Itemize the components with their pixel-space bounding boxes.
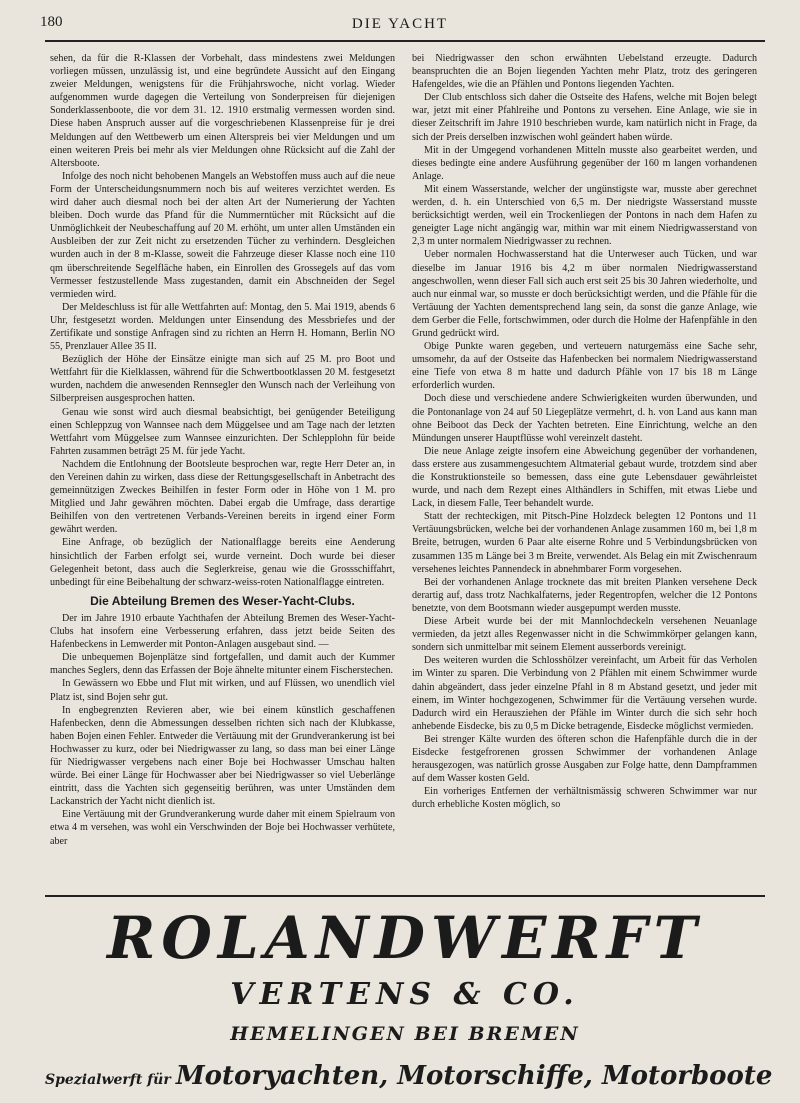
paragraph: Eine Anfrage, ob bezüglich der Nationalflagge bereits eine Aenderung hinsichtlich der Farben erfolgt sei, wurde verneint. Doch wurde bei dieser Gelegenheit betont, dass auch die Seglerkreise, genau wie die Grossschiffahrt, unbedingt für eine Beibehaltung der schwarz-weiss-roten Nationalflagge eintreten. xyxy=(50,537,395,588)
paragraph: Genau wie sonst wird auch diesmal beabsichtigt, bei genügender Beteiligung einen Schleppzug von Wannsee nach dem Müggelsee und am Tage nach der letzten Wettfahrt vom Müggelsee zum Wannsee einzurichten. Der Schlepplohn für beide Fahrten zusammen beträgt 25 M. für jede Yacht. xyxy=(50,406,395,457)
paragraph: Diese Arbeit wurde bei der mit Mannlochdeckeln versehenen Neuanlage vermieden, da jetzt alles Regenwasser nicht in die Schwimmkörper gelangen kann, sondern sich unmittelbar mit seinem Element ausserbords vereinigt. xyxy=(412,616,757,654)
advertiser-name: ROLANDWERFT xyxy=(107,904,703,972)
paragraph: Bei der vorhandenen Anlage trocknete das mit breiten Planken versehene Deck derartig auf, dass trotz Nachkalfaterns, jeder Regentropfen, welcher die 12 Pontons benetzte, von dem Bootsmann wieder ausgepumpt werden musste. xyxy=(412,576,757,614)
paragraph: Des weiteren wurden die Schlosshölzer vereinfacht, um Arbeit für das Verholen im Winter zu sparen. Die Verbindung von 2 Pfählen mit einem Schwimmer wurde dahin abgeändert, dass jeder einzelne Pfahl in 8 m Abstand gesetzt, und jeder mit einem, im Winter hochgezogenen, Schwimmer für die Vertäuung versehen wurde. Dadurch wird ein Herausziehen der Pfähle im Winter durch die sich sehr hoch anhebende Eisdecke, bis zu 0,5 m Dicke betragende, Eisdecke möglichst vermieden. xyxy=(412,655,757,732)
paragraph: Eine Vertäuung mit der Grundverankerung wurde daher mit einem Spielraum von etwa 4 m versehen, was wohl ein Verschwinden der Boje bei Hochwasser verhütete, aber xyxy=(50,809,395,847)
paragraph: bei Niedrigwasser den schon erwähnten Uebelstand erzeugte. Dadurch beanspruchten die an Bojen liegenden Yachten mehr Platz, trotz des geringeren Hafengeldes, wie die an Pfählen und Pontons liegenden Yachten. xyxy=(412,53,757,91)
advertisement xyxy=(45,897,773,1097)
tagline-prefix: Spezialwerft für xyxy=(45,1072,171,1088)
page-number: 180 xyxy=(40,14,63,30)
paragraph: Bezüglich der Höhe der Einsätze einigte man sich auf 25 M. pro Boot und Wettfahrt für die Kielklassen, während für die Schwertbootklassen 20 M. festgesetzt wurden, nachdem die anwesenden Rennsegler den Wunsch nach der Verleihung von Silberpreisen ausgesprochen hatten. xyxy=(50,354,395,405)
paragraph: In Gewässern wo Ebbe und Flut mit wirken, und auf Flüssen, wo unendlich viel Platz ist, sind Bojen sehr gut. xyxy=(50,678,395,703)
right-column xyxy=(412,52,757,894)
paragraph: Obige Punkte waren gegeben, und verteuern naturgemäss eine Sache sehr, umsomehr, da auf der Ostseite das Hafenbecken bei normalem Niedrigwasserstand eine Tiefe von etwa 8 m hatte und dadurch Pfähle von 17 bis 18 m Länge erforderlich wurden. xyxy=(412,341,757,392)
paragraph: sehen, da für die R-Klassen der Vorbehalt, dass mindestens zwei Meldungen vorliegen müssen, unzulässig ist, und eine begründete Aussicht auf den Eingang zweier Meldungen, wenigstens für die Frühjahrswoche, nicht vorlag. Wieder aufgenommen wurde dagegen die Verteilung von Sonderpreisen für diejenigen Sonderklassenboote, die vor dem 31. 12. 1910 erstmalig vermessen worden sind. Diese haben Anspruch ausser auf die vorgeschriebenen Klassenpreise für je drei Meldungen auf den Wettbewerb um einen Alterspreis bei vier Meldungen und um einen weiteren Preis bei mehr als vier Meldungen ohne Rücksicht auf die Zahl der Altersboote. xyxy=(50,53,395,169)
advertiser-firm: VERTENS & CO. xyxy=(230,977,580,1012)
paragraph: Der Club entschloss sich daher die Ostseite des Hafens, welche mit Bojen belegt war, jetzt mit einer Pfahlreihe und Pontons zu versehen. Eine Anlage, wie sie in dieser Zeitschrift im Jahre 1910 beschrieben wurde, kam natürlich nicht in Frage, da sich der Preis derselben inzwischen wohl geändert haben würde. xyxy=(412,92,757,143)
paragraph: Die neue Anlage zeigte insofern eine Abweichung gegenüber der vorhandenen, dass erstere aus zusammengesuchtem Altmaterial gebaut wurde, trotzdem sind aber die Konstruktionsteile so bemessen, dass eine gute Lebensdauer gewährleistet wurde, und nach dem Rezept eines Althändlers in Schiffen, mit etwas Liebe und Lack, in diesem Falle, Teer behandelt wurde. xyxy=(412,445,757,510)
running-head: DIE YACHT xyxy=(351,16,449,32)
paragraph: Nachdem die Entlohnung der Bootsleute besprochen war, regte Herr Deter an, in den Vereinen dahin zu wirken, dass diese der Rettungsgesellschaft in Anbetracht des gemeinnützigen Zweckes Beihilfen in fester Form oder in Höhe von 1 M. pro Mitglied und Jahr gewähren möchten. Dabei ergab die Umfrage, dass derartige Beihilfen von den vertretenen Verbands-Vereinen bereits in irgend einer Form gewährt werden. xyxy=(50,458,395,536)
paragraph: Der im Jahre 1910 erbaute Yachthafen der Abteilung Bremen des Weser-Yacht-Clubs hat insofern eine Verbesserung erfahren, dass jetzt beide Seiten des Hafenbeckens in Lemwerder mit Ponton-Anlagen ausgebaut sind. — xyxy=(50,612,395,651)
advertiser-tagline xyxy=(45,1061,773,1091)
tagline-main: Motoryachten, Motorschiffe, Motorboote xyxy=(175,1061,773,1091)
paragraph: Die unbequemen Bojenplätze sind fortgefallen, und damit auch der Kummer manches Seglers, denn das Erfassen der Boje ähnelte mitunter einem Fischerstechen. xyxy=(50,652,395,677)
header-rule xyxy=(45,40,765,42)
paragraph: Ein vorheriges Entfernen der verhältnismässig schweren Schwimmer war nur durch erhebliche Kosten möglich, so xyxy=(412,786,757,811)
paragraph: Doch diese und verschiedene andere Schwierigkeiten wurden überwunden, und die Pontonanlage von 24 auf 50 Liegeplätze vermehrt, d. h. von Land aus kann man ohne Beiboot das Deck der Yachten betreten. Eine Einrichtung, welche an den Mündungen unserer Hauptflüsse wohl vereinzelt dasteht. xyxy=(412,393,757,444)
left-column xyxy=(50,52,395,894)
paragraph: Ueber normalen Hochwasserstand hat die Unterweser auch Tücken, und war dieselbe im Januar 1916 bis 4,2 m über normalen Niedrigwasserstand angeschwollen, wenn dieser Fall sich auch erst seit 25 bis 30 Jahren wiederholte, und auch nur einmal war, so musste er doch berücksichtigt werden, und die Pfähle für die Vertäuung der Yachten dementsprechend lang sein, da sonst die ganze Anlage, wie dem Gerber die Felle, fortschwimmen, oder durch die Holme der Hafenpfähle in den Grund gedrückt wird. xyxy=(412,249,757,339)
paragraph: Der Meldeschluss ist für alle Wettfahrten auf: Montag, den 5. Mai 1919, abends 6 Uhr, festgesetzt worden. Meldungen unter Einsendung des Messbriefes und der Zertifikate und sonstige Anfragen sind zu richten an Herrn H. Homann, Berlin NO 55, Prenzlauer Allee 35 II. xyxy=(50,301,395,353)
paragraph: Mit in der Umgegend vorhandenen Mitteln musste also gearbeitet werden, und dieses bedingte eine andere Ausführung gegenüber der 160 m langen vorhandenen Anlage. xyxy=(412,144,757,182)
paragraph: In engbegrenzten Revieren aber, wie bei einem künstlich geschaffenen Hafenbecken, denn die Abmessungen desselben richten sich nach der Klubkasse, haben Bojen einen Fehler. Entweder die Vertäuung mit der Grundverankerung ist bei Hochwasser zu kurz, oder bei Niedrigwasser zu lang, so dass man bei einer Länge für Niedrigwasser vergebens nach einer Boje bei Hochwasser Umschau halten würde. Bei einer Länge für Hochwasser aber bei Niedrigwasser so viel Ueberlänge eintritt, dass die Yachten sich gegenseitig berühren, was unter Umständen dem Lackanstrich der Yacht nicht dienlich ist. xyxy=(50,704,395,808)
section-heading: Die Abteilung Bremen des Weser-Yacht-Clubs. xyxy=(90,593,355,608)
paragraph: Mit einem Wasserstande, welcher der ungünstigste war, musste aber gerechnet werden, d. h. ein Unterschied von 6,5 m. Der niedrigste Wasserstand musste berücksichtigt werden, weil ein Trockenliegen der Pontons in nach dem Hafen zu geneigter Lage nicht angängig war, mithin war mit einem Niedrigwasserstand von 2,3 m unter normalem Niedrigwasser zu rechnen. xyxy=(412,183,757,248)
advertiser-location: HEMELINGEN BEI BREMEN xyxy=(230,1023,580,1045)
paragraph: Bei strenger Kälte wurden des öfteren schon die Hafenpfähle durch die in der Eisdecke festgefrorenen grossen Schwimmer der vorhandenen Anlage herausgezogen, was natürlich grosse Ausgaben zur Folge hatte, denn Dampframmen auf dem Wasser kosten Geld. xyxy=(412,733,757,785)
paragraph: Statt der rechteckigen, mit Pitsch-Pine Holzdeck belegten 12 Pontons und 11 Vertäuungsbrücken, welche bei der vorhandenen Anlage zusammen 160 m, bei 1,8 m Breite, betrugen, wurden 6 Paar alte eiserne Rohre und 5 Verbindungsbrücken von zusammen 135 m Länge bei 3 m Breite, verwendet. Als Belag ein mit Zwischenraum versehenes leichtes Pannendeck in abnehmbarer Form vorgesehen. xyxy=(412,511,757,575)
paragraph: Infolge des noch nicht behobenen Mangels an Webstoffen muss auch auf die neue Form der Unterscheidungsnummern noch bis auf weiteres verzichtet werden. Es wird daher auch diesmal noch bei der alten Art der Numerierung der Yachten bleiben. Doch wurde das Pfand für die Nummerntücher mit Rücksicht auf die Unmöglichkeit der Neubeschaffung auf 20 M. erhöht, um unter allen Umständen ein Ausbleiben der zur Zeit nicht zu ersetzenden Tücher zu verhindern. Desgleichen wurden auch in der 8 m-Klasse, soweit die Fahrzeuge dieser Klasse noch eine 110 qm überschreitende Segelfläche haben, ein Einrollen des Grossegels auf das vom Vermesser festzustellende Mass zugestanden, damit ein Abschneiden der Segel vermieden wird. xyxy=(50,170,395,300)
